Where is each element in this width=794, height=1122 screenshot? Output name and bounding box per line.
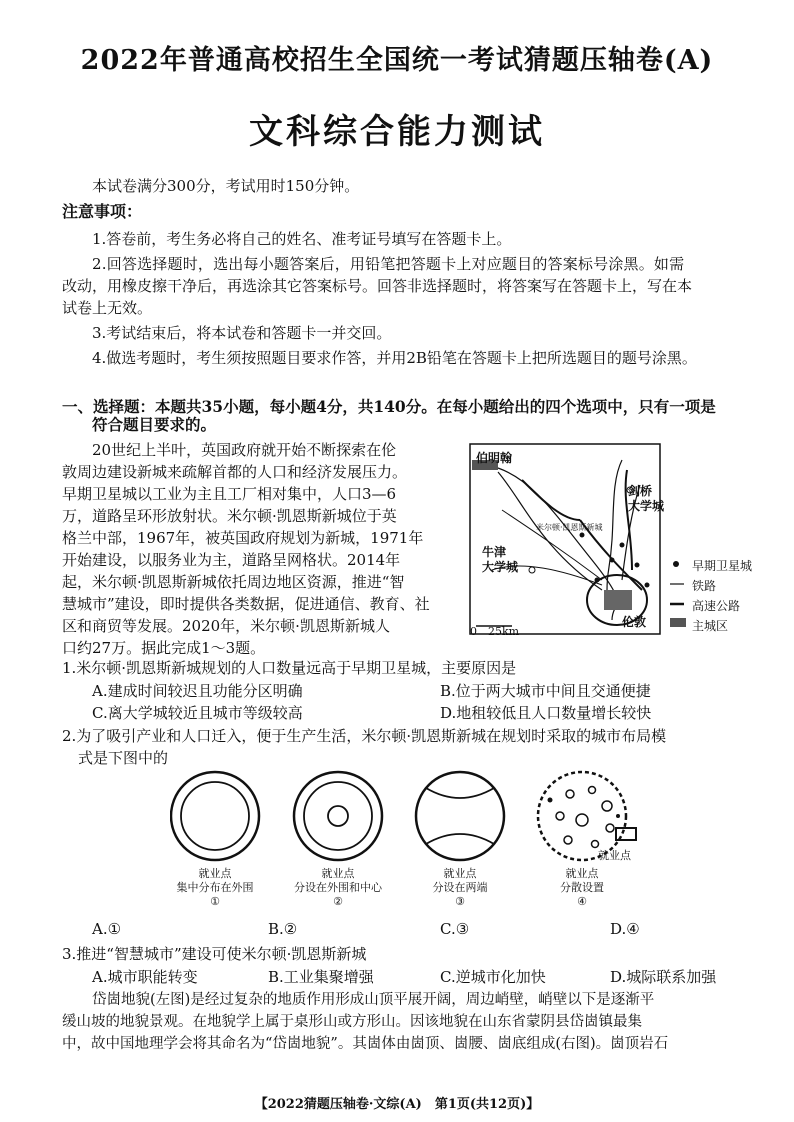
passage-line: 慧城市”建设，即时提供各类数据，促进通信、教育、社 bbox=[62, 595, 430, 613]
q1-option-c: C.离大学城较近且城市等级较高 bbox=[92, 704, 303, 722]
diagram-legend: 就业点 bbox=[598, 849, 631, 862]
notice-item: 2.回答选择题时，选出每小题答案后，用铅笔把答题卡上对应题目的答案标号涂黑。如需 bbox=[92, 255, 685, 273]
q1-option-b: B.位于两大城市中间且交通便捷 bbox=[440, 682, 651, 700]
diagram-caption-4: 就业点 分散设置 ④ bbox=[560, 867, 604, 908]
section-heading: 一、选择题：本题共35小题，每小题4分，共140分。在每小题给出的四个选项中，只有一项是 bbox=[62, 397, 716, 416]
map-scale: 25km bbox=[488, 625, 520, 638]
map-label-london: 伦敦 bbox=[622, 615, 647, 629]
passage-line: 口约27万。据此完成1～3题。 bbox=[62, 639, 266, 657]
legend-highway: 高速公路 bbox=[692, 599, 741, 613]
q2-option-c: C.③ bbox=[440, 920, 470, 938]
diagram-caption-3: 就业点 分设在两端 ③ bbox=[432, 867, 488, 908]
q3-option-d: D.城际联系加强 bbox=[610, 968, 717, 986]
map-label-milton: 米尔顿·凯恩斯新城 bbox=[536, 523, 603, 532]
legend-railway: 铁路 bbox=[692, 579, 717, 593]
passage-line: 早期卫星城以工业为主且工厂相对集中，人口3—6 bbox=[62, 485, 397, 503]
section-heading-cont: 符合题目要求的。 bbox=[92, 415, 217, 434]
passage-line: 20世纪上半叶，英国政府就开始不断探索在伦 bbox=[92, 441, 397, 459]
q3-option-a: A.城市职能转变 bbox=[92, 968, 198, 986]
passage2-line: 岱崮地貌(左图)是经过复杂的地质作用形成山顶平展开阔，周边峭壁，峭壁以下是逐渐平 bbox=[92, 992, 655, 1008]
passage-line: 万，道路呈环形放射状。米尔顿·凯恩斯新城位于英 bbox=[62, 507, 397, 525]
question-3-stem: 3.推进“智慧城市”建设可使米尔顿·凯恩斯新城 bbox=[62, 945, 367, 963]
passage2-line: 缓山坡的地貌景观。在地貌学上属于桌形山或方形山。因该地貌在山东省蒙阴县岱崮镇最集 bbox=[62, 1014, 642, 1030]
passage-line: 起，米尔顿·凯恩斯新城依托周边地区资源，推进“智 bbox=[62, 573, 405, 591]
question-2-stem: 2.为了吸引产业和人口迁入，便于生产生活，米尔顿·凯恩斯新城在规划时采取的城市布局模 bbox=[62, 727, 667, 745]
question-2-stem-cont: 式是下图中的 bbox=[78, 749, 169, 767]
legend-urban: 主城区 bbox=[692, 619, 729, 633]
legend-satellite: 早期卫星城 bbox=[692, 559, 753, 573]
notice-item: 1.答卷前，考生务必将自己的姓名、准考证号填写在答题卡上。 bbox=[92, 230, 512, 248]
city-layout-diagrams bbox=[170, 768, 670, 868]
q1-option-a: A.建成时间较迟且功能分区明确 bbox=[92, 682, 303, 700]
q1-option-d: D.地租较低且人口数量增长较快 bbox=[440, 704, 652, 722]
q2-option-a: A.① bbox=[92, 920, 122, 938]
passage-line: 敦周边建设新城来疏解首都的人口和经济发展压力。 bbox=[62, 463, 408, 481]
notice-item: 改动，用橡皮擦干净后，再选涂其它答案标号。回答非选择题时，将答案写在答题卡上，写在本 bbox=[62, 277, 693, 295]
map-scale-zero: 0 bbox=[470, 625, 477, 638]
notice-item: 试卷上无效。 bbox=[62, 299, 153, 317]
passage-line: 开始建设，以服务业为主，道路呈网格状。2014年 bbox=[62, 551, 401, 569]
page-footer: 【2022猜题压轴卷·文综(A) 第1页(共12页)】 bbox=[254, 1097, 540, 1112]
question-1-stem: 1.米尔顿·凯恩斯新城规划的人口数量远高于早期卫星城，主要原因是 bbox=[62, 659, 517, 677]
notice-item: 3.考试结束后，将本试卷和答题卡一并交回。 bbox=[92, 324, 392, 342]
q2-option-d: D.④ bbox=[610, 920, 640, 938]
diagram-caption-1: 就业点 集中分布在外围 ① bbox=[176, 867, 254, 908]
map-label-cambridge: 剑桥 大学城 bbox=[628, 484, 665, 513]
diagram-caption-2: 就业点 分设在外围和中心 ② bbox=[294, 867, 382, 908]
passage2-line: 中，故中国地理学会将其命名为“岱崮地貌”。其崮体由崮顶、崮腰、崮底组成(右图)。崮顶岩石 bbox=[62, 1036, 669, 1052]
intro-text: 本试卷满分300分，考试用时150分钟。 bbox=[92, 177, 360, 195]
map-label-oxford: 牛津 大学城 bbox=[482, 545, 519, 574]
map-label-birmingham: 伯明翰 bbox=[476, 451, 513, 465]
q3-option-c: C.逆城市化加快 bbox=[440, 968, 546, 986]
exam-title: 2022年普通高校招生全国统一考试猜题压轴卷(A) bbox=[80, 45, 714, 76]
passage-line: 区和商贸等发展。2020年，米尔顿·凯恩斯新城人 bbox=[62, 617, 390, 635]
notice-heading: 注意事项： bbox=[62, 202, 143, 221]
notice-item: 4.做选考题时，考生须按照题目要求作答，并用2B铅笔在答题卡上把所选题目的题号涂黑。 bbox=[92, 349, 697, 367]
exam-subtitle: 文科综合能力测试 bbox=[249, 112, 545, 152]
london-region-map bbox=[462, 440, 792, 640]
q2-option-b: B.② bbox=[268, 920, 298, 938]
passage-line: 格兰中部，1967年，被英国政府规划为新城，1971年 bbox=[62, 529, 424, 547]
q3-option-b: B.工业集聚增强 bbox=[268, 968, 374, 986]
